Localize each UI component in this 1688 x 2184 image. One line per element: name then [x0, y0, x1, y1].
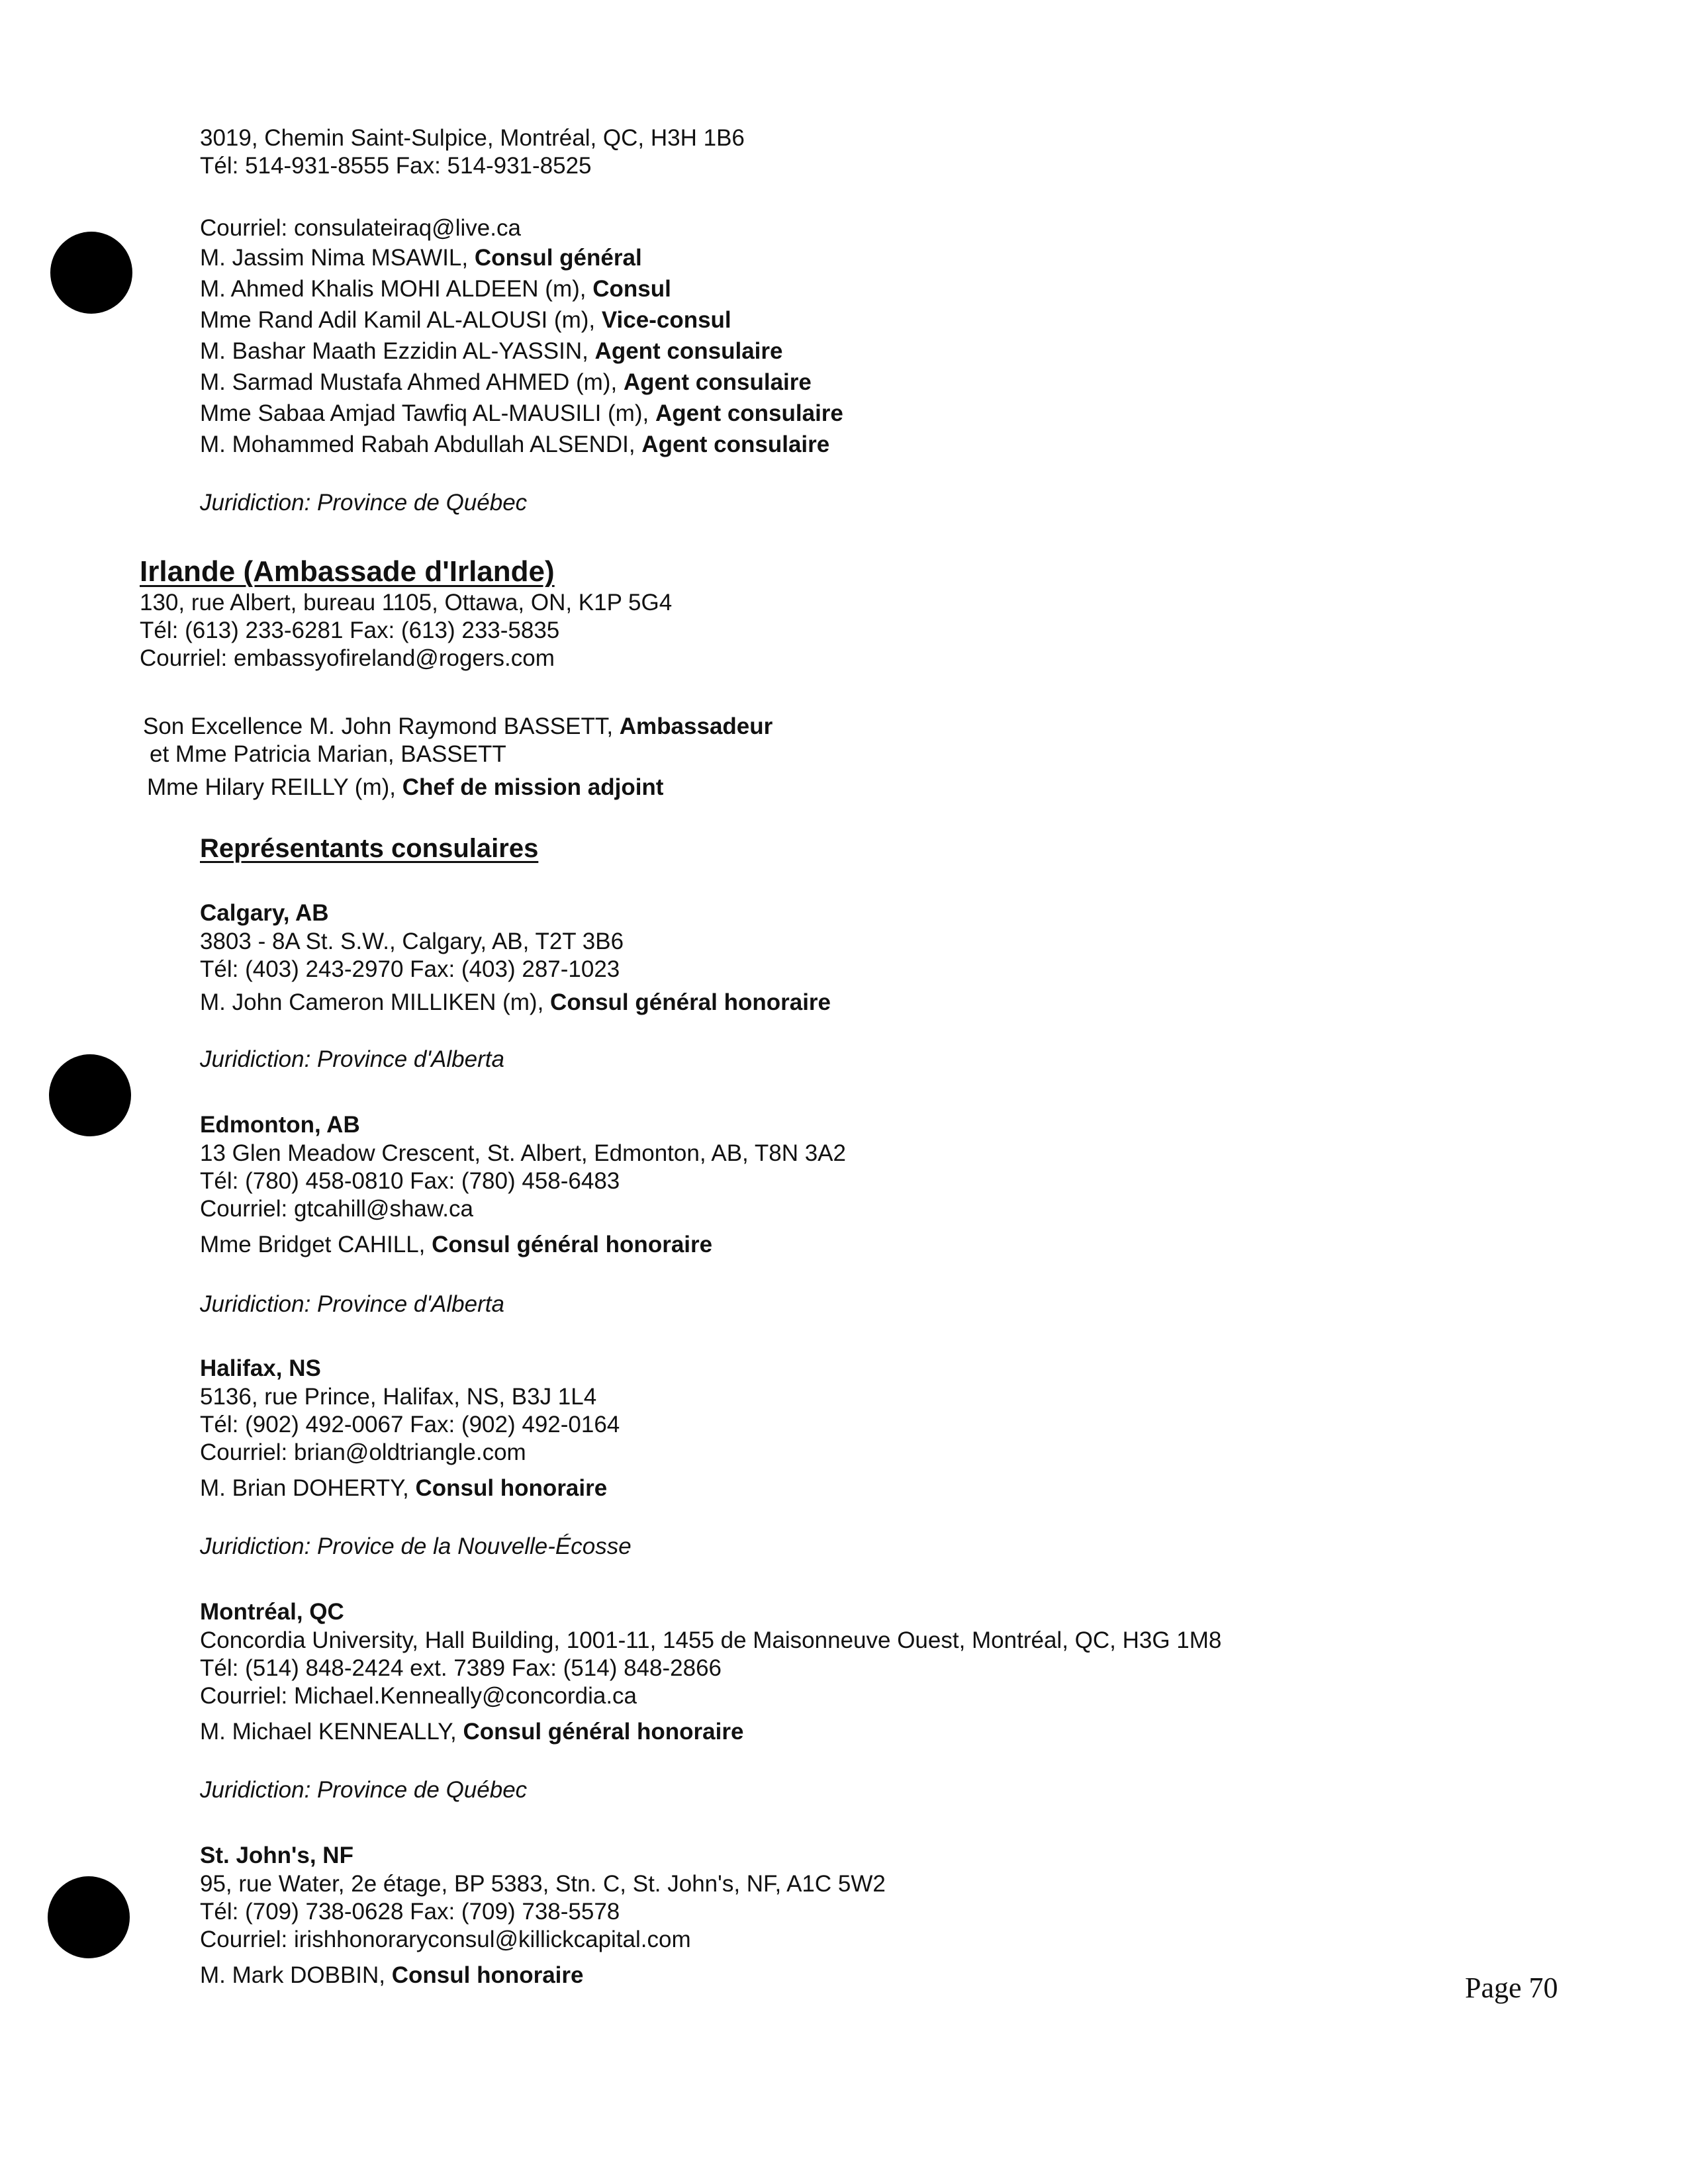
staff-entry [200, 367, 843, 398]
staff-title: Consul [592, 276, 671, 302]
address-line: 5136, rue Prince, Halifax, NS, B3J 1L4 [200, 1384, 597, 1410]
jurisdiction-line: Juridiction: Province de Québec [200, 490, 528, 516]
address-line: 3019, Chemin Saint-Sulpice, Montréal, QC, H3H 1B6 [200, 125, 745, 151]
consul-title: Consul honoraire [415, 1475, 608, 1501]
consul-name: M. Mark DOBBIN, [200, 1962, 392, 1988]
consular-representatives-heading: Représentants consulaires [200, 834, 539, 863]
staff-entry [200, 273, 843, 304]
staff-title: Agent consulaire [594, 338, 783, 364]
staff-name: Mme Rand Adil Kamil AL-ALOUSI (m), [200, 307, 602, 333]
email-line: Courriel: brian@oldtriangle.com [200, 1439, 526, 1465]
consulate-calgary [200, 899, 831, 1073]
staff-list [200, 242, 843, 460]
spouse-entry: et Mme Patricia Marian, BASSETT [150, 741, 506, 767]
city-heading: Edmonton, AB [200, 1112, 360, 1138]
address-line: 95, rue Water, 2e étage, BP 5383, Stn. C, St. John's, NF, A1C 5W2 [200, 1871, 886, 1897]
phone-fax-line: Tél: (780) 458-0810 Fax: (780) 458-6483 [200, 1168, 620, 1194]
consulate-halifax [200, 1354, 632, 1561]
staff-entry [200, 336, 843, 367]
phone-fax-line: Tél: 514-931-8555 Fax: 514-931-8525 [200, 153, 592, 179]
consulate-edmonton [200, 1111, 846, 1318]
staff-entry [200, 242, 843, 273]
phone-fax-line: Tél: (902) 492-0067 Fax: (902) 492-0164 [200, 1412, 620, 1437]
address-line: 130, rue Albert, bureau 1105, Ottawa, ON, K1P 5G4 [140, 590, 673, 615]
deputy-name: Mme Hilary REILLY (m), [147, 774, 402, 800]
city-heading: Montréal, QC [200, 1599, 344, 1625]
email-line: Courriel: embassyofireland@rogers.com [140, 645, 555, 671]
staff-name: Mme Sabaa Amjad Tawfiq AL-MAUSILI (m), [200, 400, 655, 426]
staff-name: M. Bashar Maath Ezzidin AL-YASSIN, [200, 338, 595, 364]
ireland-embassy-block [140, 555, 672, 672]
ireland-diplomats-block [143, 713, 773, 801]
consul-title: Consul général honoraire [432, 1232, 713, 1257]
consul-entry [200, 1231, 846, 1259]
staff-entry [200, 398, 843, 429]
consul-title: Consul général honoraire [550, 989, 831, 1015]
phone-fax-line: Tél: (613) 233-6281 Fax: (613) 233-5835 [140, 617, 560, 643]
staff-name: M. Sarmad Mustafa Ahmed AHMED (m), [200, 369, 624, 395]
ambassador-title: Ambassadeur [619, 713, 773, 739]
staff-title: Agent consulaire [655, 400, 843, 426]
staff-name: M. Jassim Nima MSAWIL, [200, 245, 475, 271]
staff-entry [200, 429, 843, 460]
phone-fax-line: Tél: (403) 243-2970 Fax: (403) 287-1023 [200, 956, 620, 982]
punch-hole-middle [49, 1054, 131, 1136]
punch-hole-bottom [48, 1876, 130, 1958]
email-line: Courriel: gtcahill@shaw.ca [200, 1196, 473, 1222]
phone-fax-line: Tél: (709) 738-0628 Fax: (709) 738-5578 [200, 1899, 620, 1925]
consul-name: M. Brian DOHERTY, [200, 1475, 416, 1501]
email-line: Courriel: irishhonoraryconsul@killickcapital.com [200, 1927, 691, 1952]
city-heading: Calgary, AB [200, 900, 329, 926]
punch-hole-top [50, 232, 132, 314]
country-heading: Irlande (Ambassade d'Irlande) [140, 555, 555, 588]
staff-title: Consul général [474, 245, 642, 271]
page-number: Page 70 [1465, 1972, 1558, 2004]
address-line: 13 Glen Meadow Crescent, St. Albert, Edmonton, AB, T8N 3A2 [200, 1140, 846, 1166]
staff-name: M. Mohammed Rabah Abdullah ALSENDI, [200, 432, 642, 457]
city-heading: St. John's, NF [200, 1843, 353, 1868]
email-line: Courriel: consulateiraq@live.ca [200, 215, 521, 241]
address-line: 3803 - 8A St. S.W., Calgary, AB, T2T 3B6 [200, 929, 624, 954]
consul-title: Consul général honoraire [463, 1719, 744, 1745]
jurisdiction-line: Juridiction: Province d'Alberta [200, 1291, 504, 1317]
consul-entry [200, 1718, 1221, 1746]
ambassador-name: Son Excellence M. John Raymond BASSETT, [143, 713, 620, 739]
consulate-montreal [200, 1598, 1221, 1804]
email-line: Courriel: Michael.Kenneally@concordia.ca [200, 1683, 637, 1709]
deputy-entry [143, 774, 773, 801]
staff-title: Agent consulaire [623, 369, 812, 395]
consul-entry [200, 1962, 886, 1989]
city-heading: Halifax, NS [200, 1355, 321, 1381]
consul-name: M. Michael KENNEALLY, [200, 1719, 463, 1745]
jurisdiction-line: Juridiction: Provice de la Nouvelle-Écosse [200, 1533, 632, 1559]
staff-name: M. Ahmed Khalis MOHI ALDEEN (m), [200, 276, 593, 302]
jurisdiction-line: Juridiction: Province de Québec [200, 1777, 528, 1803]
consulate-st-johns [200, 1841, 886, 1989]
consul-name: Mme Bridget CAHILL, [200, 1232, 432, 1257]
jurisdiction-line: Juridiction: Province d'Alberta [200, 1046, 504, 1072]
consul-name: M. John Cameron MILLIKEN (m), [200, 989, 551, 1015]
consul-entry [200, 1475, 632, 1502]
iraq-consulate-block [200, 124, 843, 517]
ambassador-entry [143, 713, 773, 741]
address-line: Concordia University, Hall Building, 1001-11, 1455 de Maisonneuve Ouest, Montréal, QC, H3G 1M8 [200, 1627, 1222, 1653]
staff-title: Agent consulaire [641, 432, 830, 457]
phone-fax-line: Tél: (514) 848-2424 ext. 7389 Fax: (514) 848-2866 [200, 1655, 722, 1681]
deputy-title: Chef de mission adjoint [402, 774, 664, 800]
consul-title: Consul honoraire [391, 1962, 584, 1988]
staff-entry [200, 304, 843, 336]
consul-entry [200, 989, 831, 1017]
staff-title: Vice-consul [601, 307, 731, 333]
